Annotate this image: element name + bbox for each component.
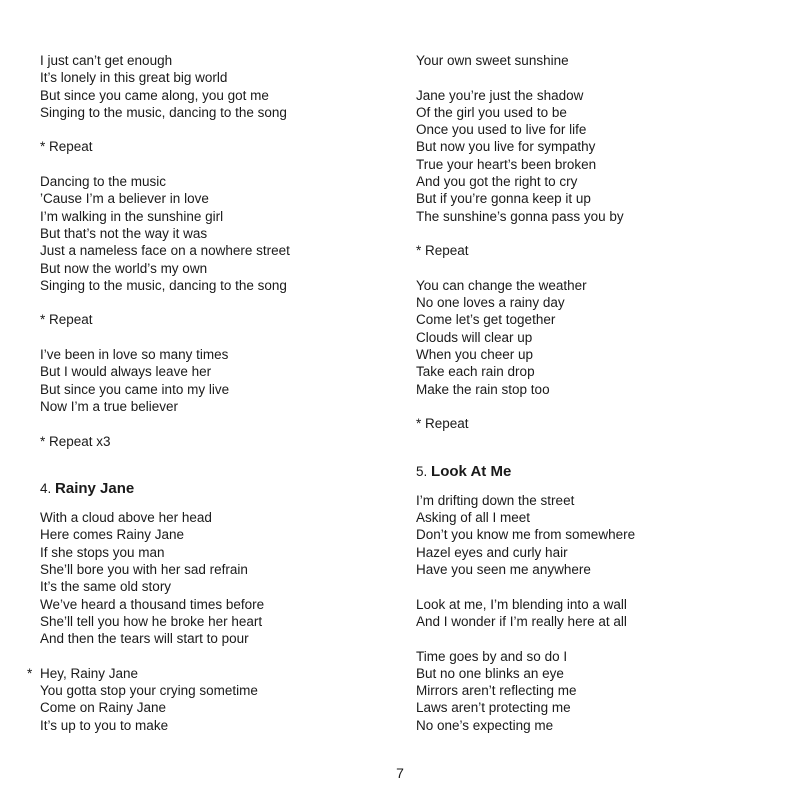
lyric-line: She’ll tell you how he broke her heart [40, 613, 263, 629]
lyric-line: Come on Rainy Jane [40, 700, 167, 716]
lyric-line: Look at me, I’m blending into a wall [416, 596, 627, 612]
lyric-line: Of the girl you used to be [416, 104, 567, 120]
song-name: Look At Me [431, 462, 512, 480]
repeat-marker: * Repeat [416, 416, 469, 432]
lyric-line: Jane you’re just the shadow [416, 87, 584, 103]
lyric-line: I’m drifting down the street [416, 492, 575, 508]
chorus-marker: * [27, 665, 33, 681]
song-number: 4. [40, 480, 52, 496]
verse-block [40, 173, 370, 294]
song-name: Rainy Jane [55, 479, 135, 497]
verse-block [416, 87, 756, 225]
lyric-line: But since you came along, you got me [40, 87, 269, 103]
lyric-line: I’ve been in love so many times [40, 347, 229, 363]
left-column [27, 52, 370, 734]
lyric-line: Now I’m a true believer [40, 398, 179, 414]
lyric-line: ’Cause I’m a believer in love [40, 191, 209, 207]
lyric-line: Dancing to the music [40, 174, 167, 190]
lyric-line: Laws aren’t protecting me [416, 700, 571, 716]
lyric-line: And you got the right to cry [416, 174, 578, 190]
lyric-line: And then the tears will start to pour [40, 631, 249, 647]
lyric-line: She’ll bore you with her sad refrain [40, 562, 248, 578]
lyric-line: Don’t you know me from somewhere [416, 527, 636, 543]
lyric-line: You gotta stop your crying sometime [40, 683, 258, 699]
repeat-marker: * Repeat [40, 139, 93, 155]
lyric-line [27, 665, 370, 682]
lyric-line: But if you’re gonna keep it up [416, 191, 591, 207]
lyric-line: It’s up to you to make [40, 717, 169, 733]
song-title [40, 480, 370, 497]
right-column [416, 52, 756, 734]
verse-block [416, 277, 756, 398]
lyric-line: Here comes Rainy Jane [40, 527, 185, 543]
lyric-line: And I wonder if I’m really here at all [416, 613, 627, 629]
lyric-line: I just can’t get enough [40, 53, 173, 68]
lyric-line: Time goes by and so do I [416, 648, 568, 664]
verse-block [40, 52, 370, 121]
verse-block [416, 648, 756, 734]
lyric-line: Have you seen me anywhere [416, 562, 591, 578]
lyric-line: I’m walking in the sunshine girl [40, 208, 224, 224]
lyric-line: With a cloud above her head [40, 510, 212, 526]
repeat-marker: * Repeat [40, 312, 93, 328]
song-title [416, 463, 756, 480]
lyric-line: No one’s expecting me [416, 717, 554, 733]
lyric-line: But that’s not the way it was [40, 225, 208, 241]
song-number: 5. [416, 463, 428, 479]
lyric-line: Hazel eyes and curly hair [416, 544, 568, 560]
lyric-line: Just a nameless face on a nowhere street [40, 243, 290, 259]
lyric-line: We’ve heard a thousand times before [40, 596, 265, 612]
lyric-line: Once you used to live for life [416, 122, 587, 138]
verse-block [416, 492, 756, 578]
lyric-line: Come let’s get together [416, 312, 556, 328]
lyric-text: Hey, Rainy Jane [40, 665, 139, 681]
lyric-line: But I would always leave her [40, 364, 212, 380]
lyric-line: But no one blinks an eye [416, 665, 564, 681]
repeat-marker: * Repeat x3 [40, 433, 111, 449]
lyric-line: Singing to the music, dancing to the song [40, 104, 287, 120]
lyric-line: But now you live for sympathy [416, 139, 596, 155]
verse-block [40, 509, 370, 647]
lyric-line: Clouds will clear up [416, 329, 533, 345]
verse-block [40, 346, 370, 415]
lyric-line: Mirrors aren’t reflecting me [416, 683, 577, 699]
lyric-line: Singing to the music, dancing to the song [40, 277, 287, 293]
lyric-line: But since you came into my live [40, 381, 230, 397]
lyric-line: Take each rain drop [416, 364, 535, 380]
lyric-line: You can change the weather [416, 277, 587, 293]
lyric-line: It’s the same old story [40, 579, 172, 595]
verse-block [416, 596, 756, 631]
lyric-line: True your heart’s been broken [416, 156, 597, 172]
chorus-block [27, 665, 370, 734]
lyric-line: But now the world’s my own [40, 260, 208, 276]
page-number: 7 [396, 765, 404, 781]
lyric-line: The sunshine’s gonna pass you by [416, 208, 624, 224]
lyric-line: Asking of all I meet [416, 510, 531, 526]
lyric-line: It’s lonely in this great big world [40, 70, 228, 86]
lyric-line: When you cheer up [416, 347, 534, 363]
lyric-line: If she stops you man [40, 544, 165, 560]
lyric-line: Make the rain stop too [416, 381, 550, 397]
lyric-line: Your own sweet sunshine [416, 53, 569, 68]
repeat-marker: * Repeat [416, 243, 469, 259]
lyric-line: No one loves a rainy day [416, 295, 565, 311]
